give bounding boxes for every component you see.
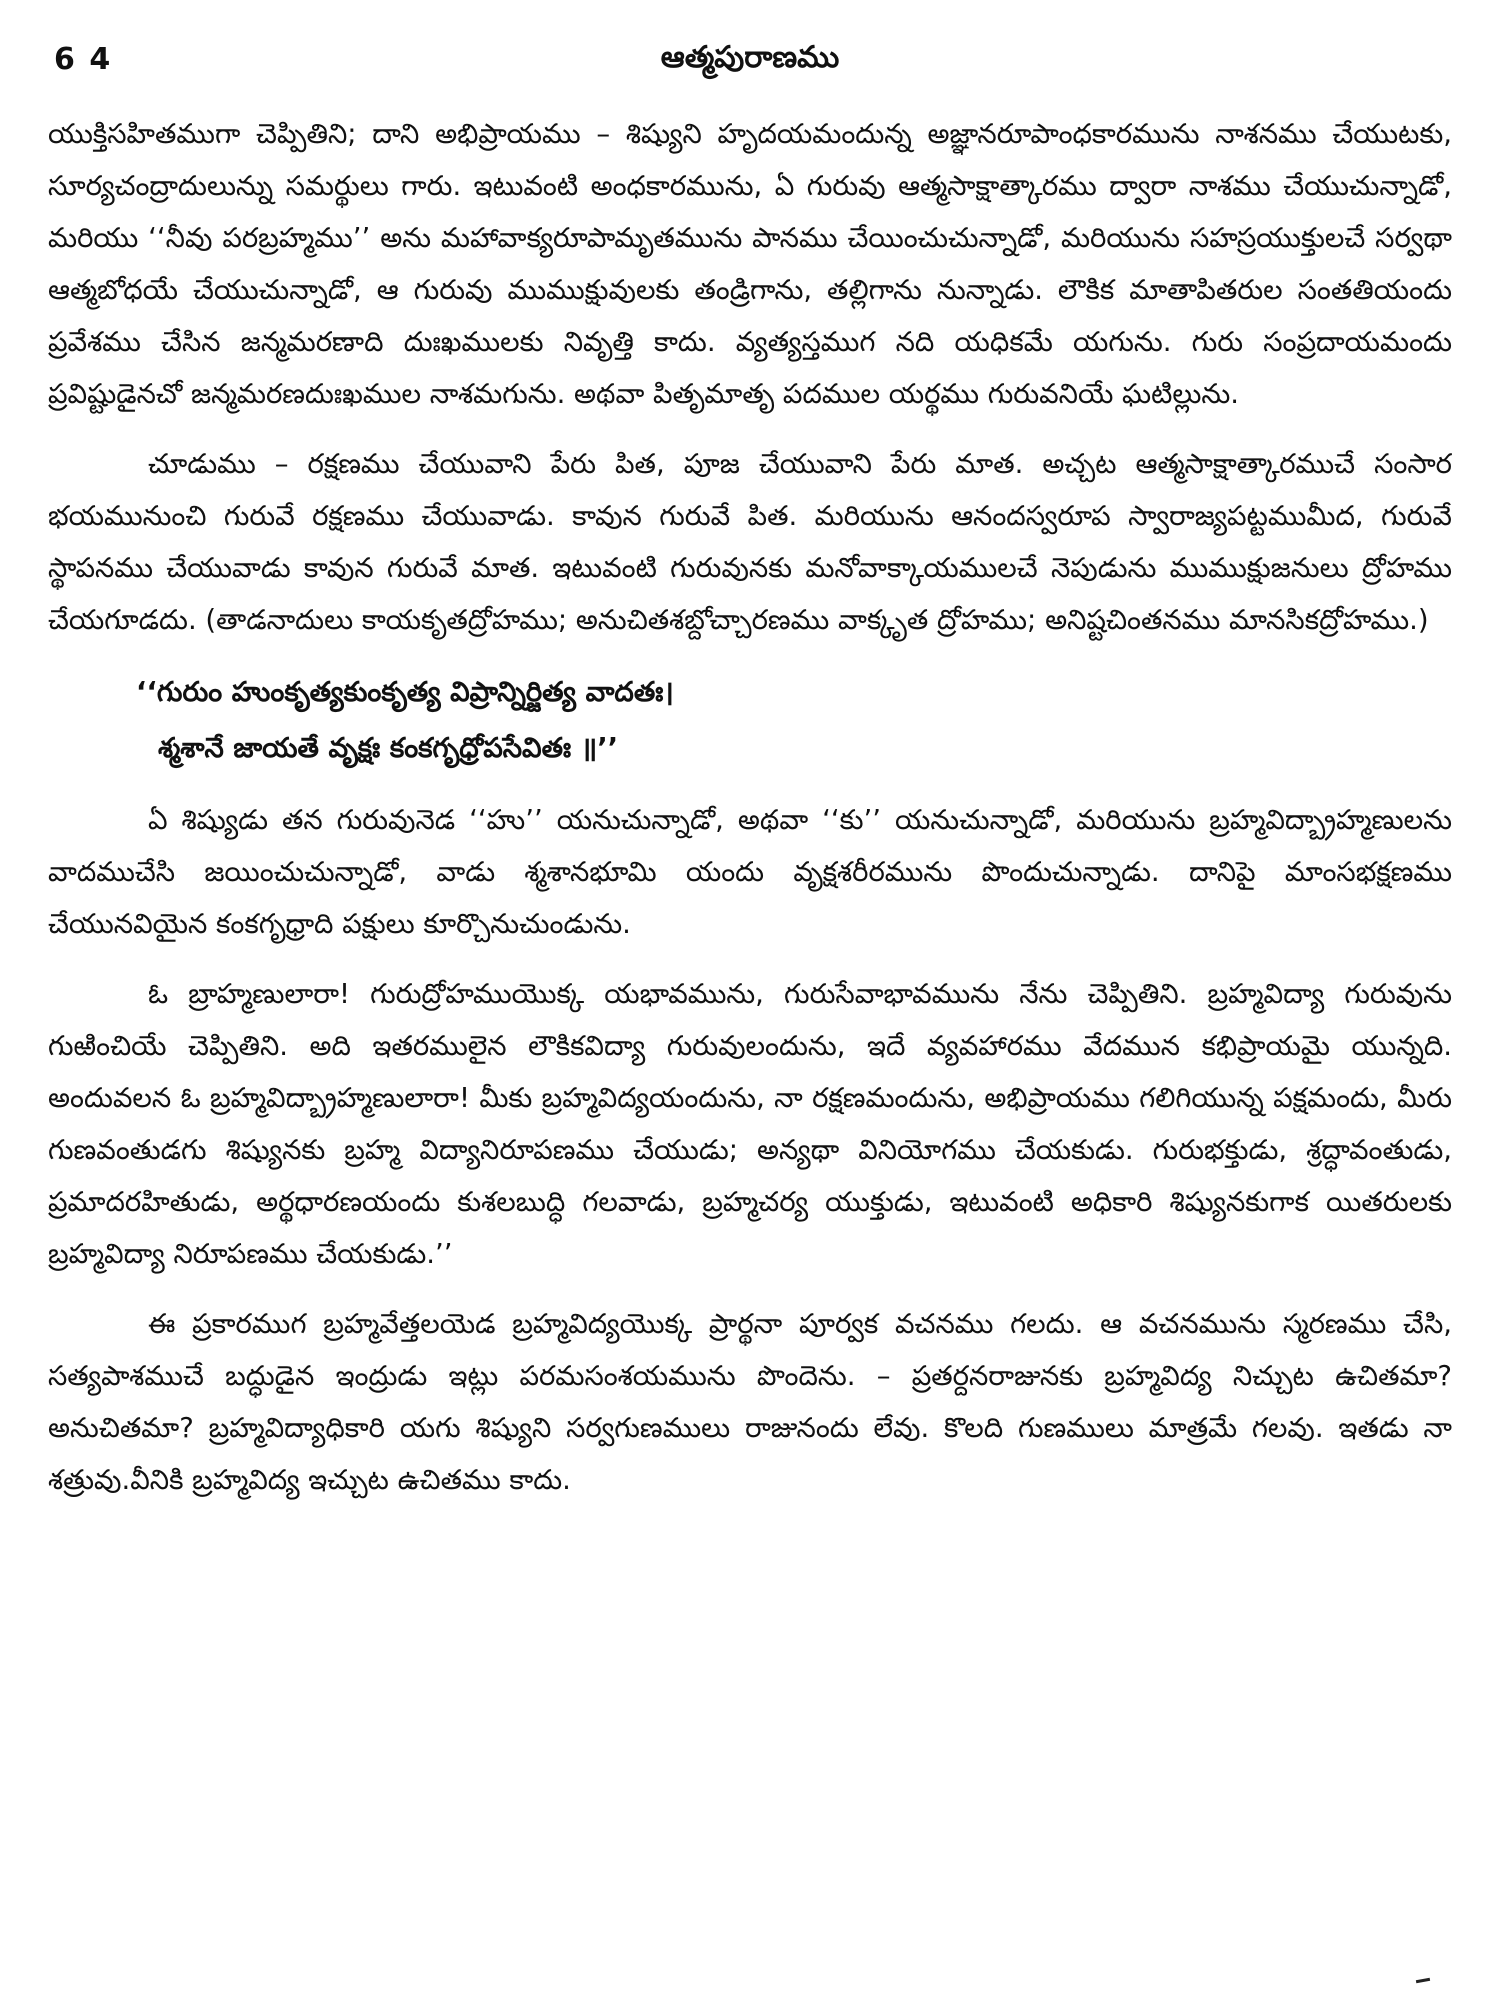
paragraph-1: యుక్తిసహితముగా చెప్పితిని; దాని అభిప్రాయము – శిష్యుని హృదయమందున్న అజ్ఞానరూపాంధకారమును నాశనము చేయుటకు, సూర్యచంద్రాదులున్ను సమర్థులు గారు. ఇటువంటి అంధకారమును, ఏ గురువు ఆత్మసాక్షాత్కారము ద్వారా నాశము చేయుచున్నాడో, మరియు ‘‘నీవు పరబ్రహ్మము’’ అను మహావాక్యరూపామృతమును పానము చేయించుచున్నాడో, మరియును సహస్రయుక్తులచే సర్వథా ఆత్మబోధయే చేయుచున్నాడో, ఆ గురువు ముముక్షువులకు తండ్రిగాను, తల్లిగాను నున్నాడు. లౌకిక మాతాపితరుల సంతతియందు ప్రవేశము చేసిన జన్మమరణాది దుఃఖములకు నివృత్తి కాదు. వ్యత్యస్తముగ నది యధికమే యగును. గురు సంప్రదాయమందు ప్రవిష్టుడైనచో జన్మమరణదుఃఖముల నాశమగును. అథవా పితృమాతృ పదముల యర్థము గురువనియే ఘటిల్లును.	[48, 118, 1452, 410]
body-text	[48, 108, 1452, 1506]
paragraph-3: ఏ శిష్యుడు తన గురువునెడ ‘‘హు’’ యనుచున్నాడో, అథవా ‘‘కు’’ యనుచున్నాడో, మరియును బ్రహ్మవిద్బ్రాహ్మణులను వాదముచేసి జయించుచున్నాడో, వాడు శ్మశానభూమి యందు వృక్షశరీరమును పొందుచున్నాడు. దానిపై మాంసభక్షణము చేయునవియైన కంకగృధ్రాది పక్షులు కూర్చొనుచుండును.	[48, 804, 1452, 940]
verse-line-1: ‘‘గురుం హుంకృత్యకుంకృత్య విప్రాన్నిర్జిత్య వాదతః।	[136, 676, 674, 708]
paragraph-5: ఈ ప్రకారముగ బ్రహ్మవేత్తలయెడ బ్రహ్మవిద్యయొక్క ప్రార్థనా పూర్వక వచనము గలదు. ఆ వచనమును స్మరణము చేసి, సత్యపాశముచే బద్ధుడైన ఇంద్రుడు ఇట్లు పరమసంశయమును పొందెను. – ప్రతర్దనరాజునకు బ్రహ్మవిద్య నిచ్చుట ఉచితమా? అనుచితమా? బ్రహ్మవిద్యాధికారి యగు శిష్యుని సర్వగుణములు రాజునందు లేవు. కొలది గుణములు మాత్రమే గలవు. ఇతడు నా శత్రువు.వీనికి బ్రహ్మవిద్య ఇచ్చుట ఉచితము కాదు.	[48, 1308, 1452, 1496]
page-header	[48, 40, 1452, 100]
sanskrit-verse	[48, 664, 1452, 776]
paragraph-4: ఓ బ్రాహ్మణులారా! గురుద్రోహముయొక్క యభావమును, గురుసేవాభావమును నేను చెప్పితిని. బ్రహ్మవిద్యా గురువును గుఱించియే చెప్పితిని. అది ఇతరములైన లౌకికవిద్యా గురువులందును, ఇదే వ్యవహారము వేదమున కభిప్రాయమై యున్నది. అందువలన ఓ బ్రహ్మవిద్బ్రాహ్మణులారా! మీకు బ్రహ్మవిద్యయందును, నా రక్షణమందును, అభిప్రాయము గలిగియున్న పక్షమందు, మీరు గుణవంతుడగు శిష్యునకు బ్రహ్మ విద్యానిరూపణము చేయుడు; అన్యథా వినియోగము చేయకుడు. గురుభక్తుడు, శ్రద్ధావంతుడు, ప్రమాదరహితుడు, అర్థధారణయందు కుశలబుద్ధి గలవాడు, బ్రహ్మచర్య యుక్తుడు, ఇటువంటి అధికారి శిష్యునకుగాక యితరులకు బ్రహ్మవిద్యా నిరూపణము చేయకుడు.’’	[48, 978, 1452, 1270]
verse-line-2: శ్మశానే జాయతే వృక్షః కంకగృధ్రోపసేవితః ॥’’	[158, 732, 619, 764]
scan-mark	[1416, 1978, 1430, 1983]
paragraph-2: చూడుము – రక్షణము చేయువాని పేరు పిత, పూజ చేయువాని పేరు మాత. అచ్చట ఆత్మసాక్షాత్కారముచే సంసార భయమునుంచి గురువే రక్షణము చేయువాడు. కావున గురువే పిత. మరియును ఆనందస్వరూప స్వారాజ్యపట్టముమీద, గురువే స్థాపనము చేయువాడు కావున గురువే మాత. ఇటువంటి గురువునకు మనోవాక్కాయములచే నెపుడును ముముక్షుజనులు ద్రోహము చేయగూడదు. (తాడనాదులు కాయకృతద్రోహము; అనుచితశబ్దోచ్చారణము వాక్కృత ద్రోహము; అనిష్టచింతనము మానసికద్రోహము.)	[48, 448, 1452, 636]
page-number: 6 4	[54, 42, 113, 77]
running-title: ఆత్మపురాణము	[660, 40, 840, 75]
